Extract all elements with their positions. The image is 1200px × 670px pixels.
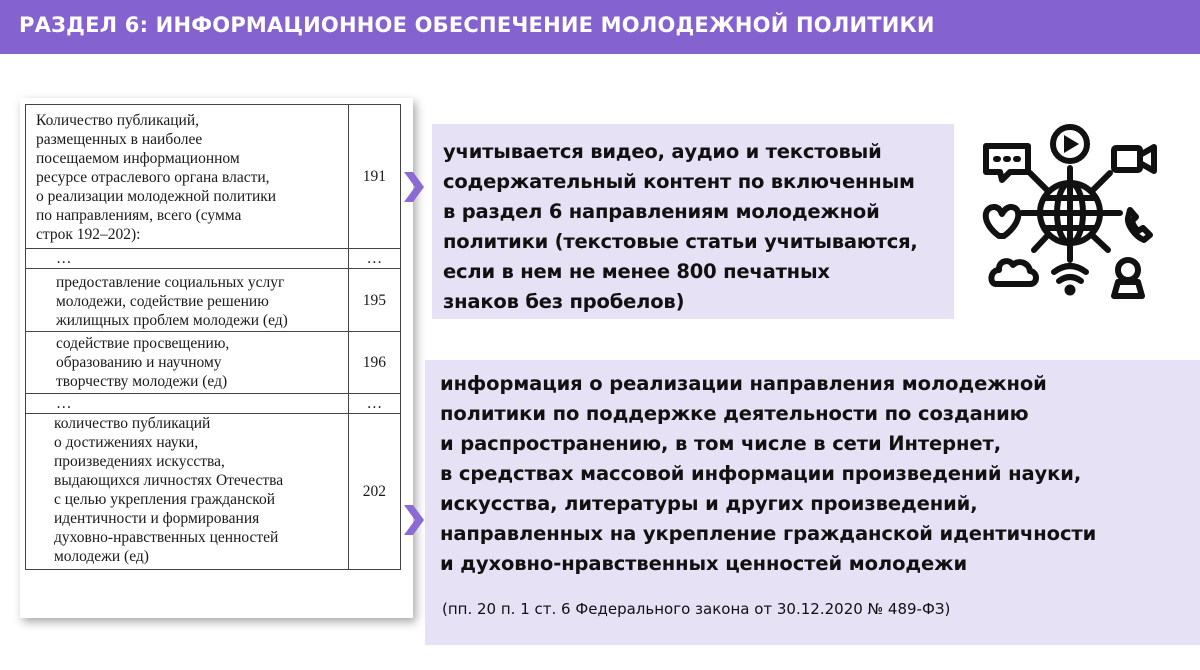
note-line: содержательный контент по включенным	[443, 170, 915, 193]
row-line: произведениях искусства,	[54, 453, 225, 470]
row-line: выдающихся личностях Отечества	[54, 472, 284, 489]
row-name	[26, 105, 349, 249]
row-line: творчеству молодежи (ед)	[56, 373, 228, 390]
row-name	[26, 414, 349, 570]
row-line: содействие просвещению,	[56, 335, 230, 352]
row-line: молодежи (ед)	[54, 548, 149, 565]
user-icon	[1114, 260, 1142, 296]
row-name	[26, 269, 349, 332]
note-line: политики (текстовые статьи учитываются,	[443, 230, 918, 253]
play-icon	[1053, 127, 1087, 161]
row-line: ресурсе отраслевого органа власти,	[36, 169, 270, 186]
row-line: посещаемом информационном	[36, 150, 240, 167]
row-number: …	[348, 249, 400, 269]
criteria-line: направленных на укрепление гражданской идентичности	[440, 522, 1097, 545]
row-number: 195	[348, 269, 400, 332]
law-reference: (пп. 20 п. 1 ст. 6 Федерального закона от 30.12.2020 № 489-ФЗ)	[442, 600, 951, 618]
wifi-icon	[1054, 266, 1086, 293]
criteria-line: и распространению, в том числе в сети Интернет,	[440, 432, 1002, 455]
chevron-right-icon	[404, 172, 424, 202]
row-number: 202	[348, 414, 400, 570]
section-header	[0, 0, 1200, 54]
row-line: размещенных в наиболее	[36, 131, 203, 148]
heart-icon	[986, 207, 1019, 236]
information-criteria-note	[425, 360, 1200, 645]
table-row	[26, 394, 401, 414]
criteria-line: искусства, литературы и других произведений,	[440, 492, 978, 515]
row-line: молодежи, содействие решению	[56, 293, 269, 310]
note-line: если в нем не менее 800 печатных	[443, 260, 830, 283]
chat-icon	[986, 146, 1028, 180]
table-row	[26, 269, 401, 332]
row-line: жилищных проблем молодежи (ед)	[56, 312, 288, 329]
row-line: Количество публикаций,	[36, 112, 199, 129]
row-ellipsis: …	[26, 394, 349, 414]
criteria-line: информация о реализации направления молодежной	[440, 372, 1047, 395]
video-camera-icon	[1114, 147, 1154, 171]
phone-icon	[1128, 210, 1150, 240]
table-row	[26, 332, 401, 394]
criteria-line: и духовно-нравственных ценностей молодежи	[440, 552, 968, 575]
criteria-text	[440, 369, 1096, 579]
criteria-line: в средствах массовой информации произведений науки,	[440, 462, 1082, 485]
form-excerpt	[20, 98, 413, 618]
row-line: о реализации молодежной политики	[36, 188, 277, 205]
note-text	[443, 137, 918, 317]
row-name	[26, 332, 349, 394]
video-audio-text-note	[432, 124, 954, 319]
row-ellipsis: …	[26, 249, 349, 269]
table-row	[26, 105, 401, 249]
note-line: учитывается видео, аудио и текстовый	[443, 140, 882, 163]
note-line: знаков без пробелов)	[443, 290, 685, 313]
note-line: в раздел 6 направлениям молодежной	[443, 200, 880, 223]
section-title: РАЗДЕЛ 6: ИНФОРМАЦИОННОЕ ОБЕСПЕЧЕНИЕ МОЛОДЕЖНОЙ ПОЛИТИКИ	[19, 13, 935, 37]
row-line: количество публикаций	[54, 415, 211, 432]
row-line: с целью укрепления гражданской	[54, 491, 276, 508]
row-line: по направлениям, всего (сумма	[36, 207, 242, 224]
row-number: …	[348, 394, 400, 414]
chevron-right-icon	[404, 505, 424, 535]
row-number: 196	[348, 332, 400, 394]
row-number: 191	[348, 105, 400, 249]
table-row	[26, 414, 401, 570]
row-line: идентичности и формирования	[54, 510, 260, 527]
form-table	[25, 104, 401, 570]
table-row	[26, 249, 401, 269]
row-line: духовно-нравственных ценностей	[54, 529, 279, 546]
cloud-icon	[991, 261, 1036, 284]
criteria-line: политики по поддержке деятельности по созданию	[440, 402, 1029, 425]
row-line: предоставление социальных услуг	[56, 274, 285, 291]
media-network-icon	[978, 124, 1160, 300]
row-line: строк 192–202):	[36, 226, 141, 243]
row-line: образованию и научному	[56, 354, 222, 371]
row-line: о достижениях науки,	[54, 434, 199, 451]
